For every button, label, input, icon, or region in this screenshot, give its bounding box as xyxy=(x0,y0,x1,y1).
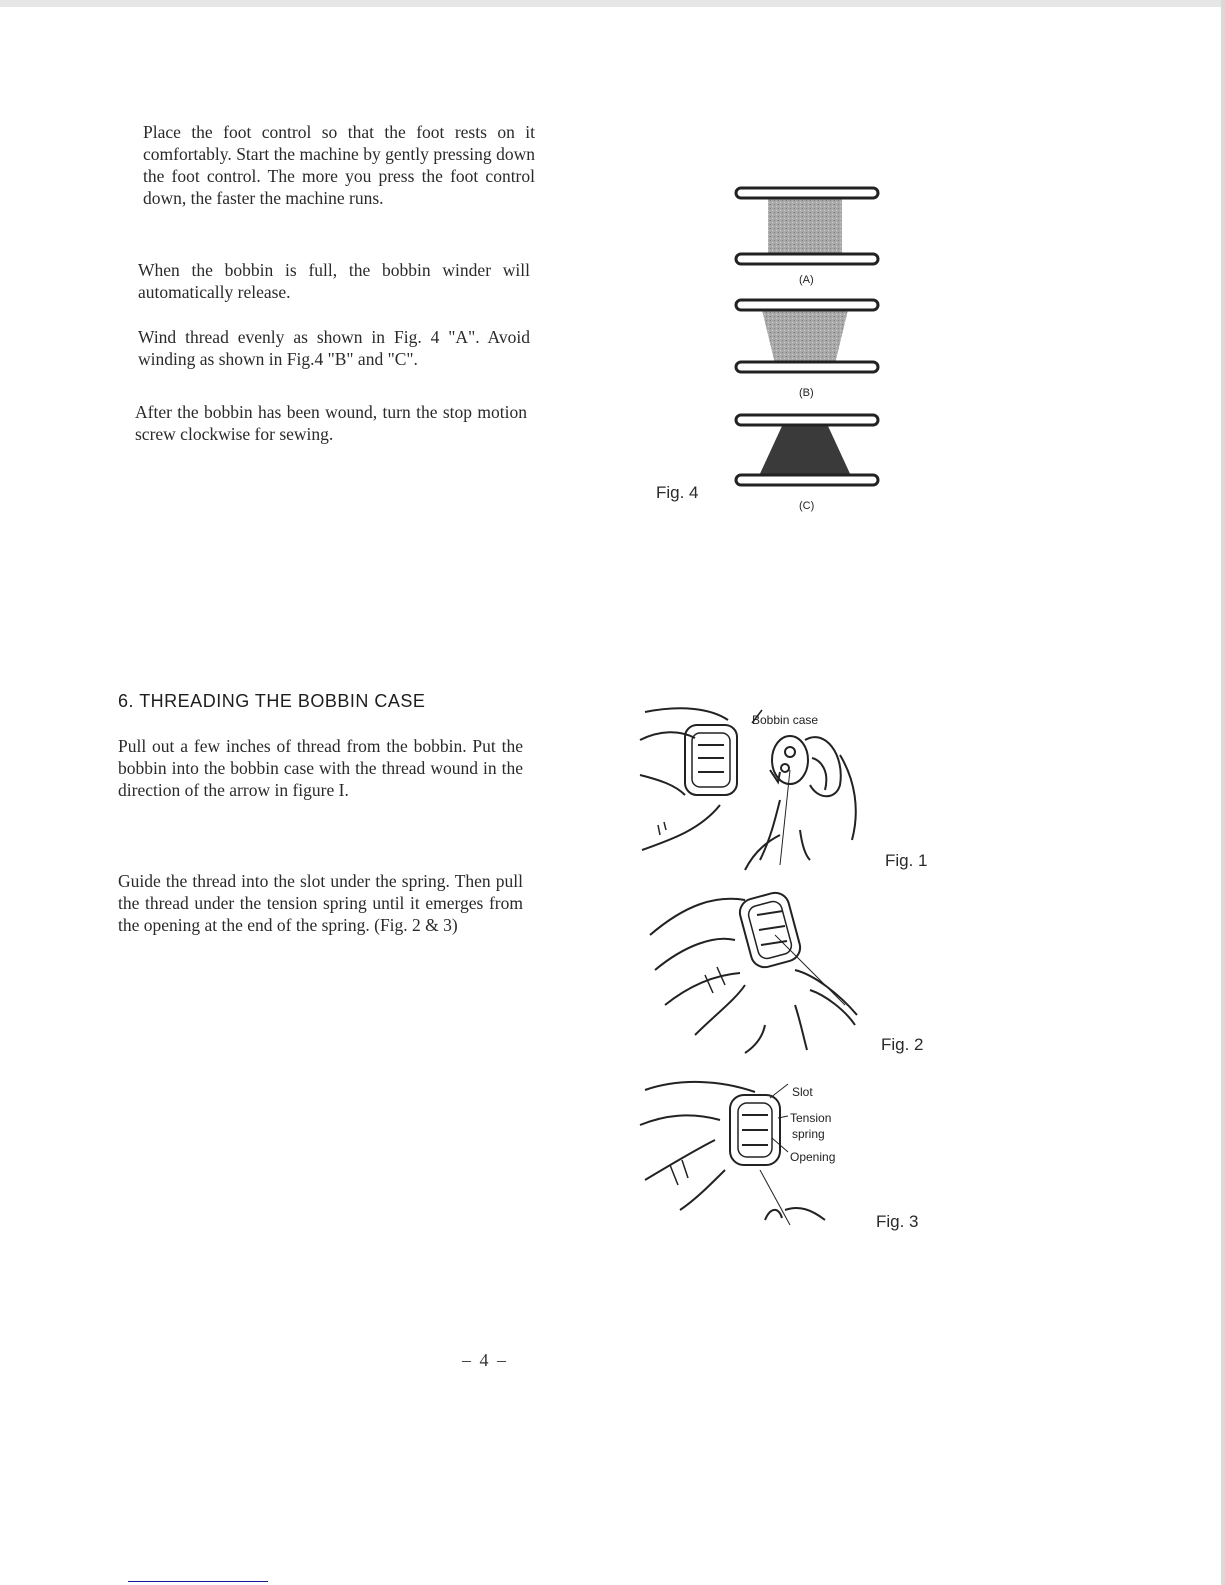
section-heading: 6. THREADING THE BOBBIN CASE xyxy=(118,691,426,711)
bobbin-case-callout: Bobbin case xyxy=(752,713,819,727)
foot-control-paragraph: Place the foot control so that the foot rests on it comfortably. Start the machine by gently pressing down the foot control. The more you press the foot control down, the faster the machine runs. xyxy=(143,122,535,208)
tension-spring-callout-line1: Tension xyxy=(790,1111,832,1125)
wind-evenly-paragraph: Wind thread evenly as shown in Fig. 4 "A". Avoid winding as shown in Fig.4 "B" and "C". xyxy=(138,327,530,369)
fig2-hands-illustration xyxy=(645,875,875,1055)
fig4-caption-a: (A) xyxy=(799,274,814,286)
page-number: – 4 – xyxy=(462,1350,508,1370)
page-top-edge xyxy=(0,0,1225,7)
fig3-hands-illustration xyxy=(640,1070,880,1230)
fig4-caption-c: (C) xyxy=(799,500,815,512)
stop-motion-paragraph: After the bobbin has been wound, turn the stop motion screw clockwise for sewing. xyxy=(135,402,527,444)
tension-spring-callout-line2: spring xyxy=(792,1127,825,1141)
slot-callout: Slot xyxy=(792,1085,813,1099)
bobbin-b-uneven xyxy=(736,300,878,372)
opening-callout: Opening xyxy=(790,1150,836,1164)
bottom-rule xyxy=(128,1581,268,1582)
bobbin-a-even xyxy=(736,188,878,264)
fig1-label: Fig. 1 xyxy=(885,851,928,870)
fig4-label: Fig. 4 xyxy=(656,483,699,502)
page-right-edge xyxy=(1221,0,1225,1585)
bobbin-c-uneven xyxy=(736,415,878,485)
fig4-caption-b: (B) xyxy=(799,387,814,399)
fig2-label: Fig. 2 xyxy=(881,1035,924,1054)
guide-thread-paragraph: Guide the thread into the slot under the spring. Then pull the thread under the tension spring until it emerges from the opening at the end of the spring. (Fig. 2 & 3) xyxy=(118,871,523,935)
fig3-label: Fig. 3 xyxy=(876,1212,919,1231)
bobbin-illustration xyxy=(730,180,890,520)
bobbin-full-paragraph: When the bobbin is full, the bobbin winder will automatically release. xyxy=(138,260,530,302)
pull-thread-paragraph: Pull out a few inches of thread from the bobbin. Put the bobbin into the bobbin case with the thread wound in the direction of the arrow in figure I. xyxy=(118,736,523,800)
